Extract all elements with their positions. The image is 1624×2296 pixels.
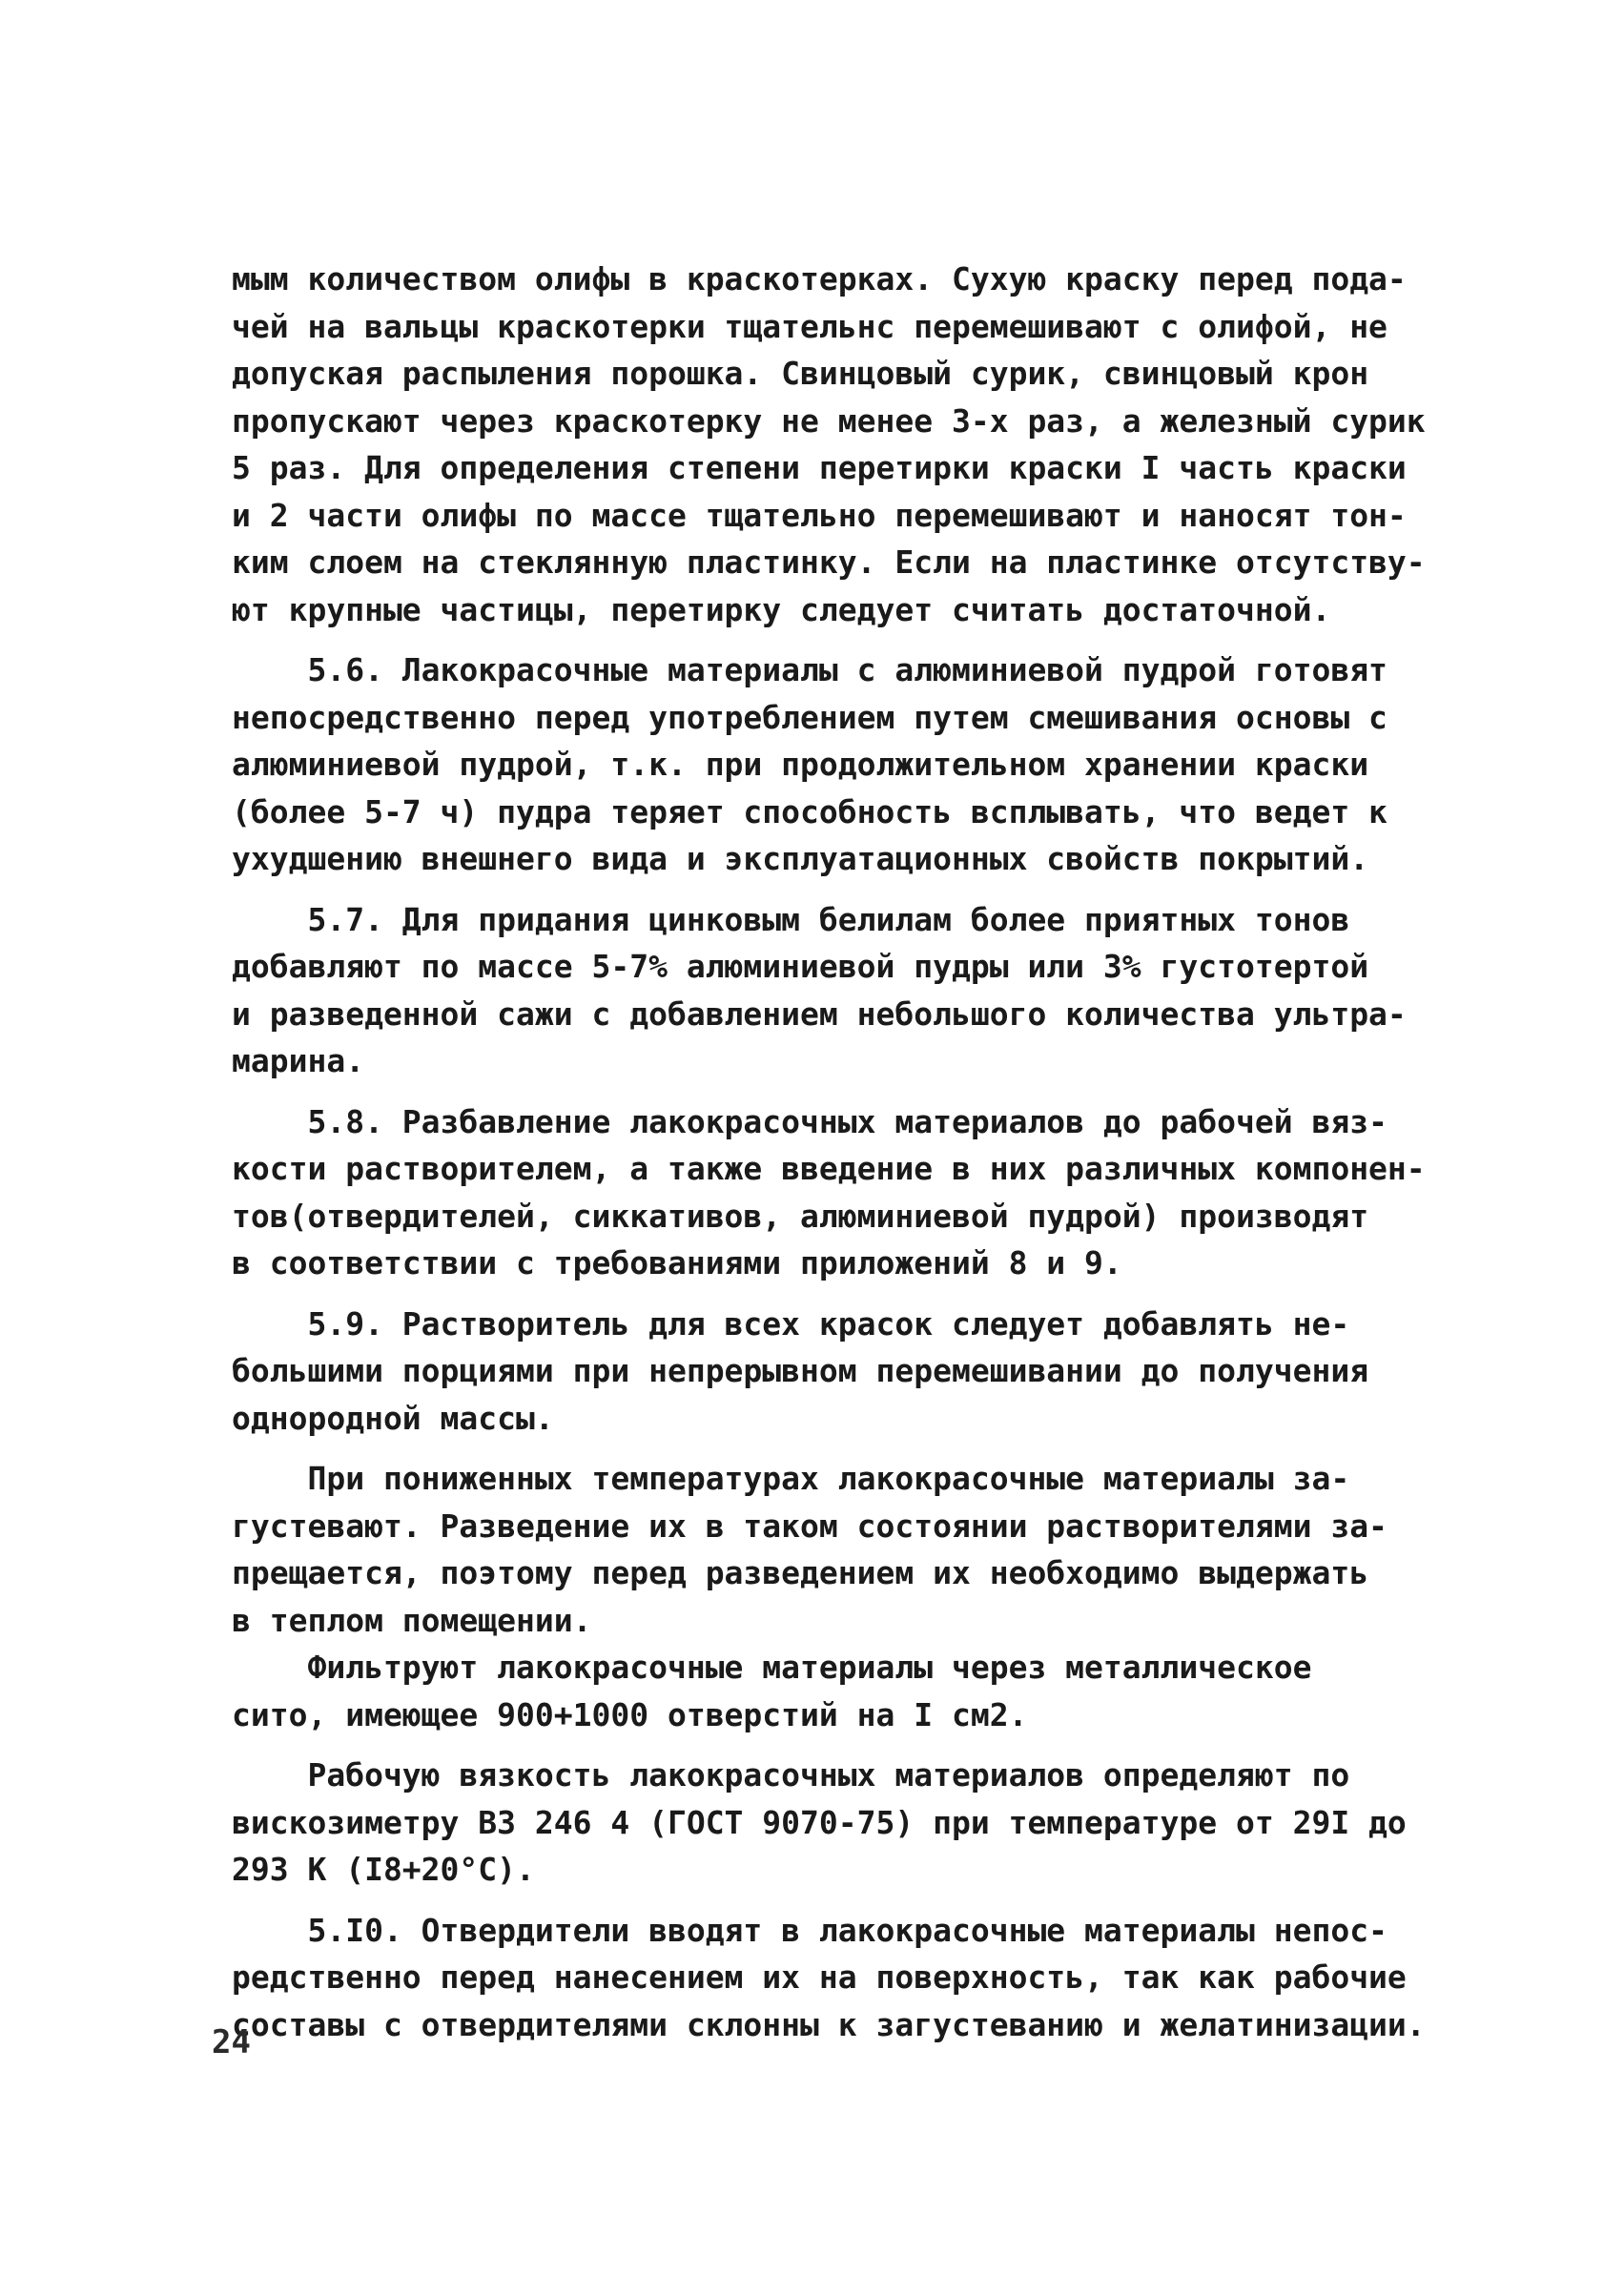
text-line: 5.9. Растворитель для всех красок следует добавлять не-	[232, 1304, 1350, 1343]
text-line: и 2 части олифы по массе тщательно перемешивают и наносят тон-	[232, 496, 1407, 534]
paragraph-gap	[232, 1085, 1452, 1098]
text-line: 5.6. Лакокрасочные материалы с алюминиевой пудрой готовят	[232, 651, 1388, 688]
paragraph-continuation	[232, 256, 1452, 633]
paragraph-gap	[232, 633, 1452, 646]
text-line: 5.I0. Отвердители вводят в лакокрасочные материалы непос-	[232, 1911, 1388, 1949]
paragraph-5-8	[232, 1098, 1452, 1287]
text-line: Фильтруют лакокрасочные материалы через металлическое	[232, 1649, 1312, 1686]
paragraph-low-temperature	[232, 1455, 1452, 1644]
paragraph-gap	[232, 1287, 1452, 1301]
document-body	[232, 256, 1452, 2048]
text-line: густевают. Разведение их в таком состоянии растворителями за-	[232, 1507, 1388, 1545]
text-line: сито, имеющее 900+1000 отверстий на I см2.	[232, 1695, 1028, 1733]
paragraph-5-6	[232, 646, 1452, 883]
text-line: чей на вальцы краскотерки тщательнс перемешивают с олифой, не	[232, 307, 1388, 345]
text-line: 293 К (I8+20°С).	[232, 1851, 535, 1888]
paragraph-filtering	[232, 1644, 1452, 1738]
text-line: 5.7. Для придания цинковым белилам более приятных тонов	[232, 900, 1350, 938]
text-line: При пониженных температурах лакокрасочные материалы за-	[232, 1460, 1350, 1497]
text-line: вискозиметру ВЗ 246 4 (ГОСТ 9070-75) при температуре от 29I до	[232, 1803, 1407, 1841]
text-line: (более 5-7 ч) пудра теряет способность всплывать, что ведет к	[232, 792, 1388, 830]
text-line: марина.	[232, 1042, 365, 1079]
text-line: 5 раз. Для определения степени перетирки краски I часть краски	[232, 449, 1407, 486]
text-line: в теплом помещении.	[232, 1601, 592, 1639]
paragraph-gap	[232, 1894, 1452, 1907]
text-line: мым количеством олифы в краскотерках. Сухую краску перед пода-	[232, 260, 1407, 297]
text-line: редственно перед нанесением их на поверхность, так как рабочие	[232, 1958, 1407, 1996]
paragraph-viscosity	[232, 1752, 1452, 1894]
text-line: Рабочую вязкость лакокрасочных материалов определяют по	[232, 1756, 1350, 1794]
paragraph-gap	[232, 1442, 1452, 1455]
text-line: в соответствии с требованиями приложений 8 и 9.	[232, 1244, 1122, 1281]
text-line: 5.8. Разбавление лакокрасочных материалов до рабочей вяз-	[232, 1102, 1388, 1140]
text-line: ухудшению внешнего вида и эксплуатационных свойств покрытий.	[232, 840, 1369, 877]
text-line: ют крупные частицы, перетирку следует считать достаточной.	[232, 590, 1331, 628]
paragraph-gap	[232, 883, 1452, 896]
text-line: алюминиевой пудрой, т.к. при продолжительном хранении краски	[232, 746, 1369, 783]
text-line: ким слоем на стеклянную пластинку. Если на пластинке отсутству-	[232, 543, 1426, 581]
paragraph-5-10	[232, 1907, 1452, 2049]
text-line: составы с отвердителями склонны к загустеванию и желатинизации.	[232, 2005, 1426, 2043]
paragraph-5-9	[232, 1301, 1452, 1443]
text-line: пропускают через краскотерку не менее 3-х раз, а железный сурик	[232, 401, 1426, 440]
text-line: добавляют по массе 5-7% алюминиевой пудры или 3% густотертой	[232, 948, 1369, 985]
text-line: однородной массы.	[232, 1399, 554, 1437]
text-line: тов(отвердителей, сиккативов, алюминиевой пудрой) производят	[232, 1197, 1369, 1235]
text-line: прещается, поэтому перед разведением их необходимо выдержать	[232, 1554, 1369, 1591]
page-number: 24	[212, 2023, 251, 2061]
text-line: большими порциями при непрерывном перемешивании до получения	[232, 1352, 1369, 1389]
text-line: допуская распыления порошка. Свинцовый сурик, свинцовый крон	[232, 355, 1369, 392]
paragraph-gap	[232, 1738, 1452, 1752]
text-line: и разведенной сажи с добавлением небольшого количества ультра-	[232, 994, 1407, 1033]
text-line: непосредственно перед употреблением путем смешивания основы с	[232, 698, 1388, 736]
text-line: кости растворителем, а также введение в них различных компонен-	[232, 1150, 1426, 1187]
paragraph-5-7	[232, 896, 1452, 1085]
